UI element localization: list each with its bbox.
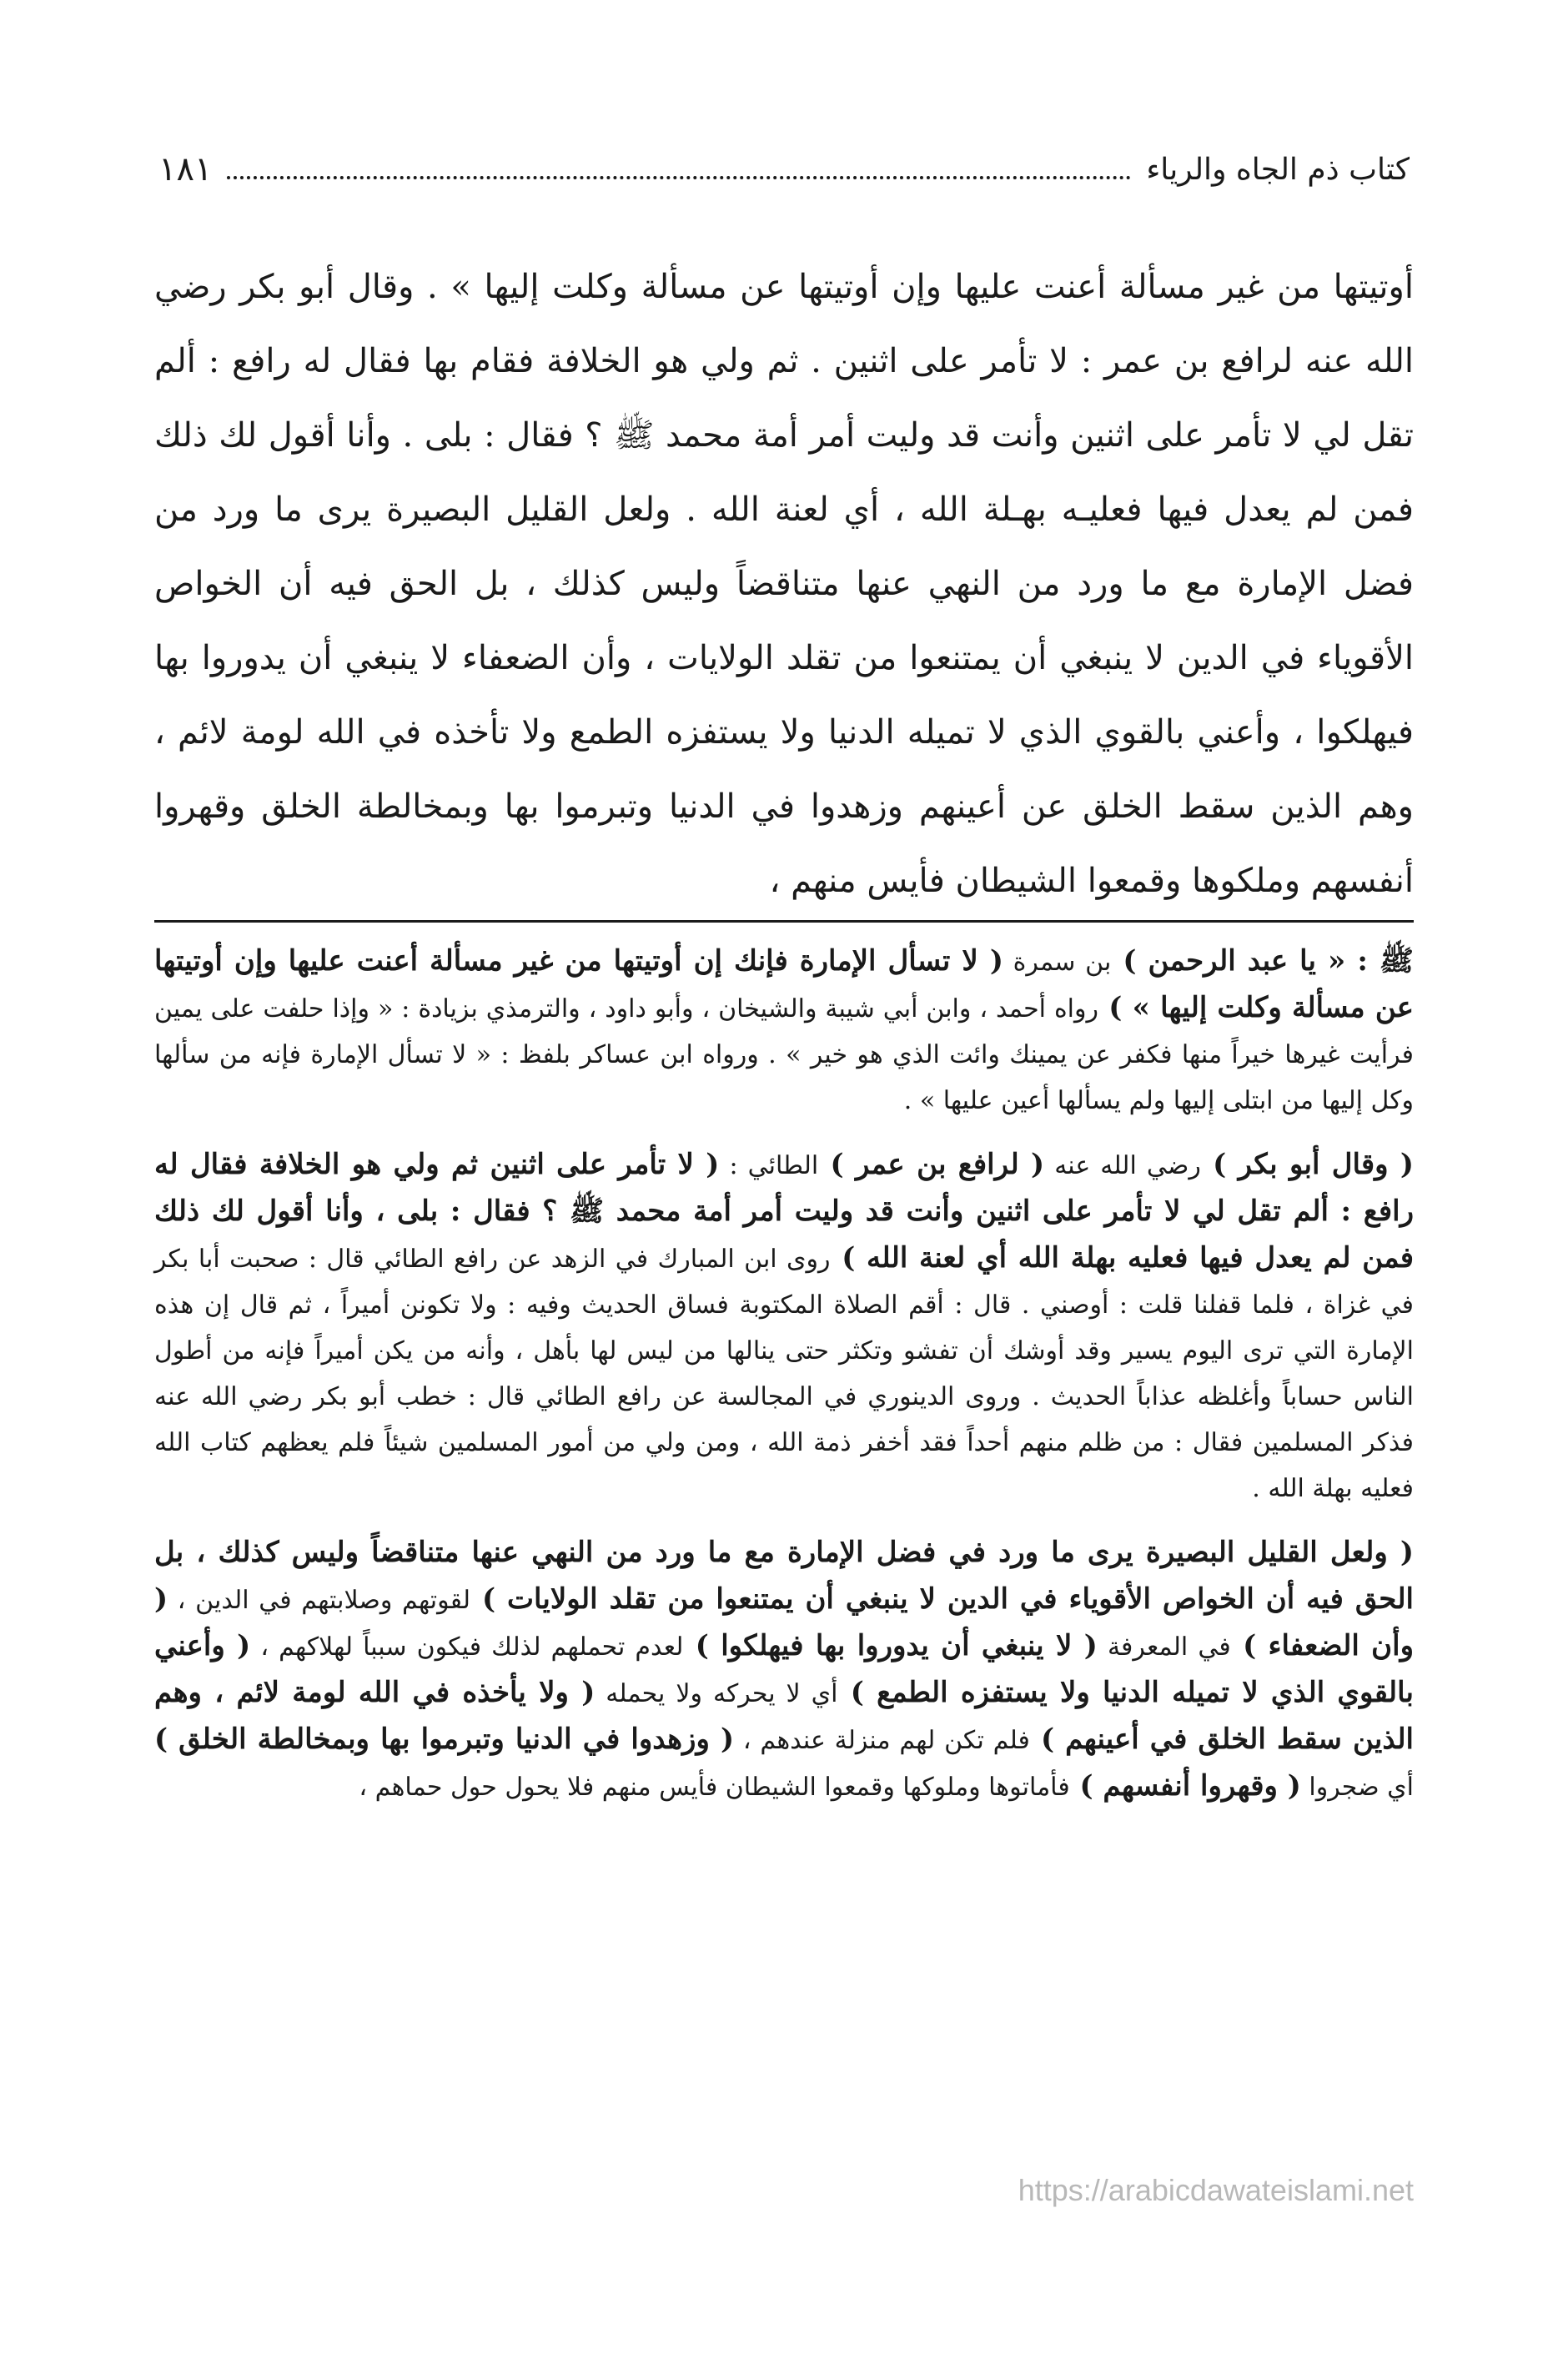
commentary-text-segment: في المعرفة (1097, 1632, 1231, 1662)
page-number: ١٨١ (158, 150, 213, 189)
quoted-text-segment: ( لا تأمر على اثنين ثم ولي هو الخلافة فقال له رافع : ألم تقل لي لا تأمر على اثنين وأنت قد وليت أمر أمة محمد ﷺ ؟ فقال : بلى ، وأنا أقول لك ذلك فمن لم يعدل فيها فعليه بهلة الله أي لعنة الله ) (154, 1148, 1415, 1275)
footnote-separator-rule (154, 920, 1414, 923)
header-dot-leader (227, 176, 1131, 179)
quoted-text-segment: ( وقهروا أنفسهم ) (1069, 1769, 1301, 1803)
commentary-text-segment: بن سمرة (1003, 948, 1112, 977)
commentary-text-segment: لعدم تحملهم لذلك فيكون سبباً لهلاكهم ، (250, 1632, 684, 1662)
commentary-paragraph-2 (154, 1142, 1414, 1511)
quoted-text-segment: ( وأعني بالقوي الذي لا تميله الدنيا ولا يستفزه الطمع ) (154, 1629, 1414, 1709)
commentary-paragraph-3 (154, 1530, 1414, 1810)
commentary-text-segment: رضي الله عنه (1044, 1151, 1201, 1180)
quoted-text-segment: ( لا ينبغي أن يدوروا بها فيهلكوا ) (683, 1629, 1098, 1662)
commentary-text-segment: روى ابن المبارك في الزهد عن رافع الطائي قال : صحبت أبا بكر في غزاة ، فلما قفلنا قلت : أوصني . قال : أقم الصلاة المكتوبة فساق الحديث وفيه : ولا تكونن أميراً ، ثم قال إن هذه الإمارة التي ترى اليوم يسير وقد أوشك أن تفشو وتكثر حتى ينالها من ليس لها بأهل ، وأنه من يكن أميراً فإنه من أطول الناس حساباً وأغلظه عذاباً الحديث . وروى الدينوري في المجالسة عن رافع الطائي قال : خطب أبو بكر رضي الله عنه فذكر المسلمين فقال : من ظلم منهم أحداً فقد أخفر ذمة الله ، ومن ولي من أمور المسلمين شيئاً فلم يعظهم كتاب الله فعليه بهلة الله . (154, 1245, 1414, 1503)
quoted-text-segment: ( وقال أبو بكر ) (1200, 1148, 1414, 1181)
commentary-text-segment: فلم تكن لهم منزلة عندهم ، (734, 1726, 1030, 1755)
commentary-text-segment: أي ضجروا (1300, 1773, 1414, 1802)
quoted-text-segment: ( لا تسأل الإمارة فإنك إن أوتيتها من غير مسألة أعنت عليها وإن أوتيتها عن مسألة وكلت إليها » ) (154, 944, 1414, 1024)
book-title: كتاب ذم الجاه والرياء (1146, 152, 1410, 187)
quoted-text-segment: ( لرافع بن عمر ) (818, 1148, 1045, 1181)
running-header (158, 140, 1410, 199)
quoted-text-segment: ( وأن الضعفاء ) (154, 1582, 1415, 1662)
commentary-text-segment: أي لا يحركه ولا يحمله (595, 1679, 838, 1708)
commentary-text-segment: لقوتهم وصلابتهم في الدين ، (168, 1586, 470, 1615)
commentary-block (154, 938, 1414, 1828)
quoted-text-segment: ( ولعل القليل البصيرة يرى ما ورد في فضل الإمارة مع ما ورد من النهي عنها متناقضاً وليس كذلك ، بل الحق فيه أن الخواص الأقوياء في الدين لا ينبغي أن يمتنعوا من تقلد الولايات ) (154, 1536, 1415, 1616)
quoted-text-segment: ( وزهدوا في الدنيا وتبرموا بها وبمخالطة الخلق ) (154, 1723, 735, 1756)
main-text: أوتيتها من غير مسألة أعنت عليها وإن أوتيتها عن مسألة وكلت إليها » . وقال أبو بكر رضي الله عنه لرافع بن عمر : لا تأمر على اثنين . ثم ولي هو الخلافة فقام بها فقال له رافع : ألم تقل لي لا تأمر على اثنين وأنت قد وليت أمر أمة محمد ﷺ ؟ فقال : بلى . وأنا أقول لك ذلك فمن لم يعدل فيها فعليـه بهـلة الله ، أي لعنة الله . ولعل القليل البصيرة يرى ما ورد من فضل الإمارة مع ما ورد من النهي عنها متناقضاً وليس كذلك ، بل الحق فيه أن الخواص الأقوياء في الدين لا ينبغي أن يمتنعوا من تقلد الولايات ، وأن الضعفاء لا ينبغي أن يدوروا بها فيهلكوا ، وأعني بالقوي الذي لا تميله الدنيا ولا يستفزه الطمع ولا تأخذه في الله لومة لائم ، وهم الذين سقط الخلق عن أعينهم وزهدوا في الدنيا وتبرموا بها وبمخالطة الخلق وقهروا أنفسهم وملكوها وقمعوا الشيطان فأيس منهم ، (154, 268, 1415, 900)
watermark-url: https://arabicdawateislami.net (1018, 2173, 1414, 2207)
commentary-paragraph-1 (154, 938, 1414, 1124)
commentary-text-segment: رواه أحمد ، وابن أبي شيبة والشيخان ، وأبو داود ، والترمذي بزيادة : « وإذا حلفت على يمين فرأيت غيرها خيراً منها فكفر عن يمينك وائت الذي هو خير » . ورواه ابن عساكر بلفظ : « لا تسأل الإمارة فإنه من سألها وكل إليها من ابتلى إليها ولم يسألها أعين عليها » . (154, 994, 1414, 1115)
commentary-text-segment: فأماتوها وملوكها وقمعوا الشيطان فأيس منهم فلا يحول حول حماهم ، (359, 1773, 1070, 1802)
quoted-text-segment: ﷺ : « يا عبد الرحمن ) (1111, 944, 1415, 978)
quoted-text-segment: ( ولا يأخذه في الله لومة لائم ، وهم الذين سقط الخلق في أعينهم ) (154, 1676, 1415, 1756)
commentary-text-segment: الطائي : (719, 1151, 819, 1180)
